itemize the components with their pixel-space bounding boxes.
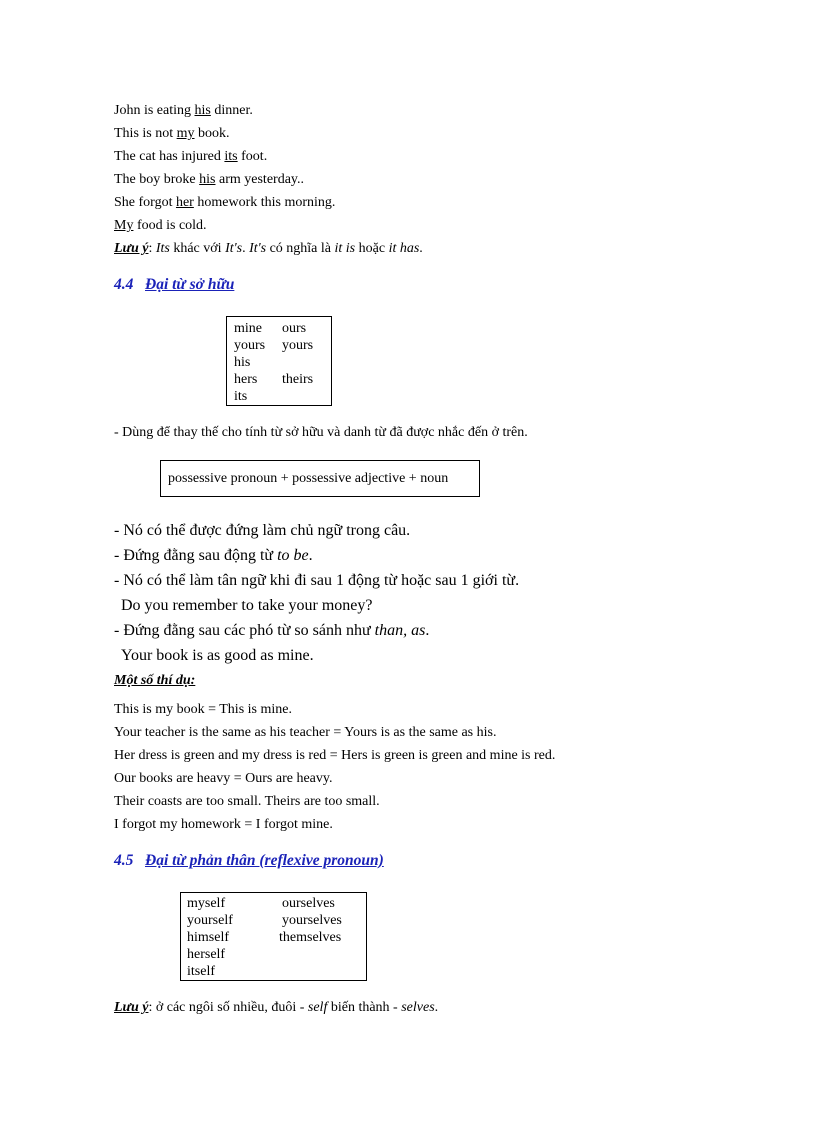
- example-line: The boy broke his arm yesterday..: [114, 172, 304, 187]
- table-cell: yourselves: [282, 913, 342, 928]
- possessive-pronoun-table: [226, 316, 332, 406]
- formula-text: possessive pronoun + possessive adjective + noun: [168, 471, 449, 486]
- note-label: Lưu ý: [114, 241, 149, 256]
- table-cell: ours: [282, 321, 307, 336]
- example-line: The cat has injured its foot.: [114, 149, 268, 164]
- section-heading-4-4[interactable]: 4.4 Đại từ sở hữu: [114, 276, 235, 293]
- example-line: This is my book = This is mine.: [114, 702, 292, 717]
- example-line: Your teacher is the same as his teacher = Yours is as the same as his.: [114, 725, 497, 740]
- section-heading-4-5[interactable]: 4.5 Đại từ phản thân (reflexive pronoun): [114, 852, 384, 869]
- table-cell: hers: [234, 372, 258, 387]
- table-cell: myself: [187, 896, 226, 911]
- bullet-object: - Nó có thể làm tân ngữ khi đi sau 1 động từ hoặc sau 1 giới từ.: [114, 572, 520, 589]
- example-line: My food is cold.: [114, 218, 207, 233]
- table-cell: theirs: [282, 372, 314, 387]
- table-cell: yours: [282, 338, 314, 353]
- example-line: She forgot her homework this morning.: [114, 195, 336, 210]
- bullet-comparison-example: Your book is as good as mine.: [121, 647, 314, 664]
- table-cell: its: [234, 389, 248, 404]
- usage-line: - Dùng để thay thế cho tính từ sở hữu và danh từ đã được nhắc đến ở trên.: [114, 425, 528, 440]
- note-self-selves: Lưu ý: ở các ngôi số nhiều, đuôi - self biến thành - selves.: [114, 1000, 439, 1015]
- table-cell: itself: [187, 964, 215, 979]
- table-cell: mine: [234, 321, 262, 336]
- note-its: Lưu ý: Its khác với It's. It's có nghĩa là it is hoặc it has.: [114, 241, 423, 256]
- table-cell: herself: [187, 947, 226, 962]
- section-title-link: Đại từ phản thân (reflexive pronoun): [145, 852, 384, 869]
- example-line: Her dress is green and my dress is red = Hers is green is green and mine is red.: [114, 748, 556, 763]
- table-cell: ourselves: [282, 896, 335, 911]
- table-cell: yourself: [187, 913, 233, 928]
- section-title-link: Đại từ sở hữu: [145, 276, 235, 293]
- bullet-object-example: Do you remember to take your money?: [121, 597, 373, 614]
- example-line: John is eating his dinner.: [114, 103, 253, 118]
- examples-heading: Một số thí dụ:: [114, 673, 196, 688]
- example-line: I forgot my homework = I forgot mine.: [114, 817, 333, 832]
- example-line: This is not my book.: [114, 126, 230, 141]
- table-cell: himself: [187, 930, 229, 945]
- table-cell: yours: [234, 338, 266, 353]
- bullet-to-be: - Đứng đằng sau động từ to be.: [114, 547, 313, 564]
- formula-box: [160, 460, 480, 497]
- example-line: Their coasts are too small. Theirs are too small.: [114, 794, 380, 809]
- table-cell: themselves: [279, 930, 342, 945]
- example-line: Our books are heavy = Ours are heavy.: [114, 771, 333, 786]
- reflexive-pronoun-table: [180, 892, 367, 981]
- note-label: Lưu ý: [114, 1000, 149, 1015]
- bullet-comparison: - Đứng đằng sau các phó từ so sánh như than, as.: [114, 622, 430, 639]
- bullet-subject: - Nó có thể được đứng làm chủ ngữ trong câu.: [114, 522, 411, 539]
- table-cell: his: [234, 355, 251, 370]
